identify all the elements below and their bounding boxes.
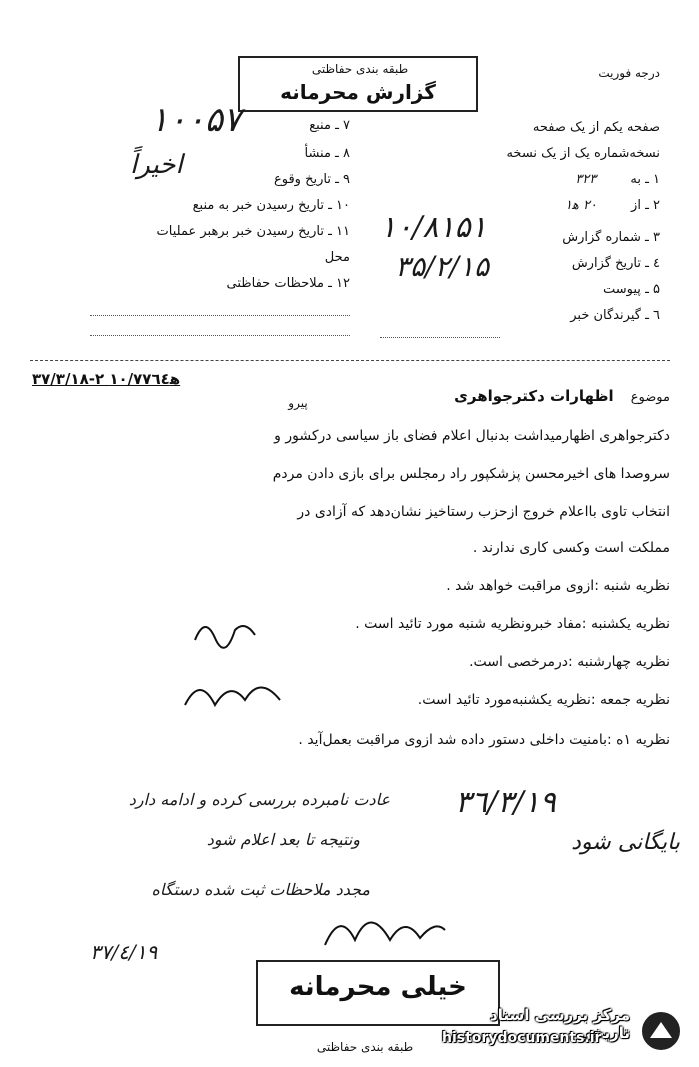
field-origin: ۸ ـ منشأ bbox=[304, 146, 350, 161]
field-attachment: ۵ ـ پیوست bbox=[603, 282, 660, 297]
field-received-source: ۱۰ ـ تاریخ رسیدن خبر به منبع bbox=[192, 198, 350, 213]
body-line: دکترجواهری اظهارمیداشت بدنبال اعلام فضای باز سیاسی درکشور و bbox=[274, 428, 670, 444]
opinion-sunday: نظریه یکشنبه :مفاد خبرونظریه شنبه مورد تائید است . bbox=[355, 616, 670, 632]
signature-scribble bbox=[320, 900, 450, 960]
body-line: انتخاب تاوی بااعلام خروج ازحزب رستاخیز نشان‌دهد که آزادی در bbox=[297, 504, 670, 520]
top-stamp-text: گزارش محرمانه bbox=[280, 80, 436, 104]
subject-value: اظهارات دکترجواهری bbox=[454, 387, 614, 405]
top-classification-stamp bbox=[238, 56, 478, 112]
urgency-label: درجه فوریت bbox=[598, 66, 660, 80]
handwritten-report-date: ۳۵/۲/۱۵ bbox=[395, 250, 490, 283]
body-line: سروصدا های اخیرمحسن پزشکپور راد رمجلس برای بازی دادن مردم bbox=[272, 466, 670, 482]
field-place: محل bbox=[324, 250, 350, 265]
body-line: مملکت است وکسی کاری ندارند . bbox=[472, 540, 670, 556]
field-report-date: ٤ ـ تاریخ گزارش bbox=[571, 256, 660, 271]
handwritten-event-date: اخیراً bbox=[130, 150, 183, 180]
watermark bbox=[440, 1000, 690, 1060]
follow-label: پیرو bbox=[288, 396, 308, 410]
field-event-date: ۹ ـ تاریخ وقوع bbox=[273, 172, 350, 187]
page-field: صفحه یکم از یک صفحه bbox=[532, 120, 660, 135]
opinion-friday: نظریه جمعه :نظریه یکشنبه‌مورد تائید است. bbox=[417, 692, 670, 708]
field-to-value: ۳۲۳ bbox=[575, 172, 597, 187]
field-received-leader: ۱۱ ـ تاریخ رسیدن خبر برهبر عملیات bbox=[156, 224, 350, 239]
watermark-title: مرکز بررسی اسناد تاریخی bbox=[490, 1006, 630, 1042]
handwritten-report-number: ۱۰/۸۱۵۱ bbox=[380, 210, 487, 245]
watermark-url: historydocuments.ir bbox=[442, 1030, 602, 1046]
reference-number: ۳۷/۳/۱۸-۲ ه‍۱۰/۷۷٦٤ bbox=[32, 370, 181, 388]
field-recipients: ٦ ـ گیرندگان خبر bbox=[570, 308, 660, 323]
initials-signature bbox=[190, 610, 260, 650]
field-to-label: ۱ ـ به bbox=[630, 172, 660, 187]
dotted-line bbox=[90, 314, 350, 316]
dotted-line bbox=[90, 334, 350, 336]
field-security-notes: ۱۲ ـ ملاحظات حفاظتی bbox=[226, 276, 350, 291]
classification-label-top: طبقه بندی حفاظتی bbox=[311, 62, 409, 76]
field-from-value: ۲۰ ه‍۱ bbox=[564, 198, 597, 213]
handwritten-signature-number: ۳٦/۳/۱۹ bbox=[455, 785, 556, 820]
handwritten-signature-words: بایگانی شود bbox=[571, 830, 680, 855]
subject-label: موضوع bbox=[630, 390, 670, 405]
dotted-line bbox=[380, 336, 500, 338]
subject-row bbox=[360, 386, 670, 405]
bottom-stamp-text: خیلی محرمانه bbox=[289, 972, 467, 1002]
copy-field: نسخه‌شماره یک از یک نسخه bbox=[506, 146, 660, 161]
handwritten-source-code: ۱۰۰۵۷ bbox=[150, 100, 242, 140]
watermark-logo-icon bbox=[638, 1008, 684, 1054]
field-report-number: ۳ ـ شماره گزارش bbox=[562, 230, 660, 245]
field-source: ۷ ـ منبع bbox=[309, 118, 350, 133]
handwritten-date: ۳۷/٤/۱۹ bbox=[90, 940, 158, 964]
classification-label-bottom: طبقه بندی حفاظتی bbox=[316, 1040, 414, 1054]
field-to bbox=[410, 172, 660, 187]
opinion-saturday: نظریه شنبه :ازوی مراقبت خواهد شد . bbox=[446, 578, 670, 594]
handwritten-note: ونتیجه تا بعد اعلام شود bbox=[206, 830, 360, 849]
initials-signature bbox=[180, 670, 290, 720]
handwritten-note: مجدد ملاحظات ثبت شده دستگاه bbox=[151, 880, 370, 899]
handwritten-note: عادت نامبرده بررسی کرده و ادامه دارد bbox=[128, 790, 390, 809]
opinion-wednesday: نظریه چهارشنبه :درمرخصی است. bbox=[469, 654, 670, 670]
field-from-label: ۲ ـ از bbox=[631, 198, 660, 213]
header-divider bbox=[30, 360, 670, 361]
opinion-1h: نظریه ۱ه :بامنیت داخلی دستور داده شد ازوی مراقبت بعمل‌آید . bbox=[298, 732, 670, 748]
